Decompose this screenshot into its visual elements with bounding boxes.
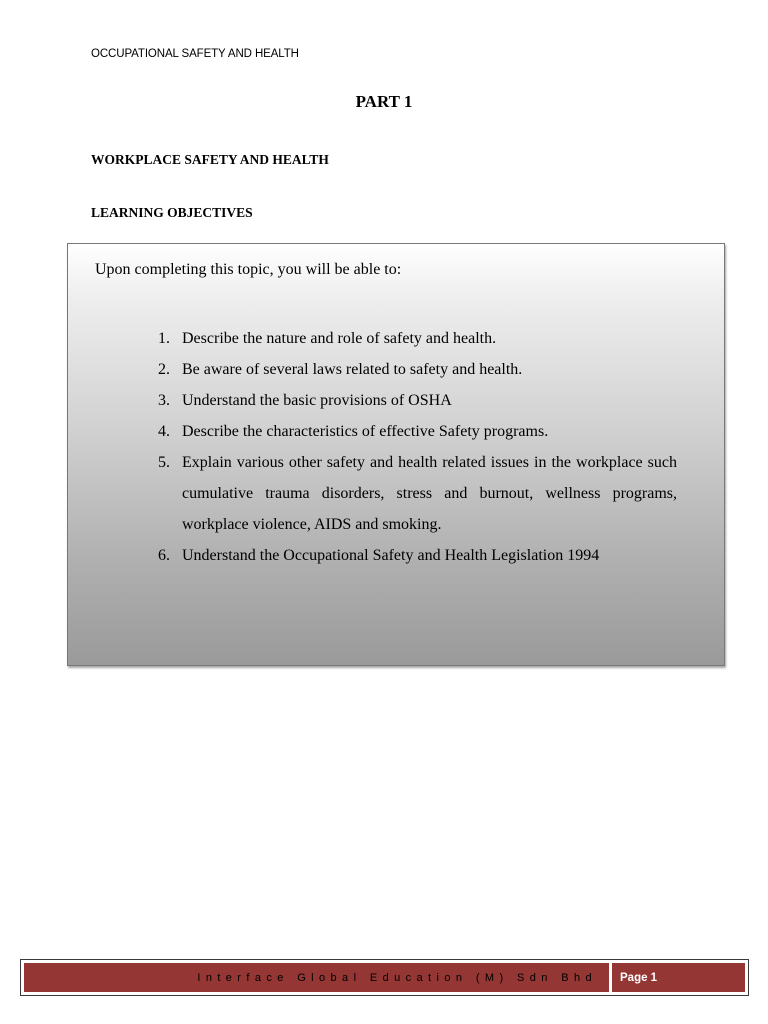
objective-number: 2.: [158, 361, 170, 378]
learning-objectives-box: [67, 243, 725, 666]
objectives-list: [156, 323, 677, 571]
objective-number: 4.: [158, 423, 170, 440]
objective-number: 1.: [158, 330, 170, 347]
page-footer: [20, 959, 749, 996]
objective-text: Understand the basic provisions of OSHA: [182, 392, 452, 409]
objective-item: [156, 447, 677, 540]
objective-number: 3.: [158, 392, 170, 409]
section-title: WORKPLACE SAFETY AND HEALTH: [91, 152, 329, 167]
objective-item: [156, 540, 677, 571]
objective-item: [156, 354, 677, 385]
objective-number: 6.: [158, 547, 170, 564]
objective-text: Describe the characteristics of effective Safety programs.: [182, 423, 549, 440]
objective-text: Explain various other safety and health related issues in the workplace such cumulative trauma disorders, stress and burnout, wellness programs, workplace violence, AIDS and smoking.: [182, 454, 677, 533]
footer-page-number: Page 1: [612, 963, 745, 992]
objective-item: [156, 416, 677, 447]
objectives-intro: Upon completing this topic, you will be able to:: [95, 261, 402, 278]
objective-text: Understand the Occupational Safety and Health Legislation 1994: [182, 547, 600, 564]
objective-text: Describe the nature and role of safety and health.: [182, 330, 497, 347]
learning-objectives-heading: LEARNING OBJECTIVES: [91, 205, 253, 220]
part-title: PART 1: [355, 92, 413, 111]
running-header: OCCUPATIONAL SAFETY AND HEALTH: [91, 48, 299, 60]
objective-text: Be aware of several laws related to safety and health.: [182, 361, 523, 378]
objective-item: [156, 323, 677, 354]
footer-company-name: Interface Global Education (M) Sdn Bhd: [24, 963, 609, 992]
objective-number: 5.: [158, 454, 170, 471]
objective-item: [156, 385, 677, 416]
